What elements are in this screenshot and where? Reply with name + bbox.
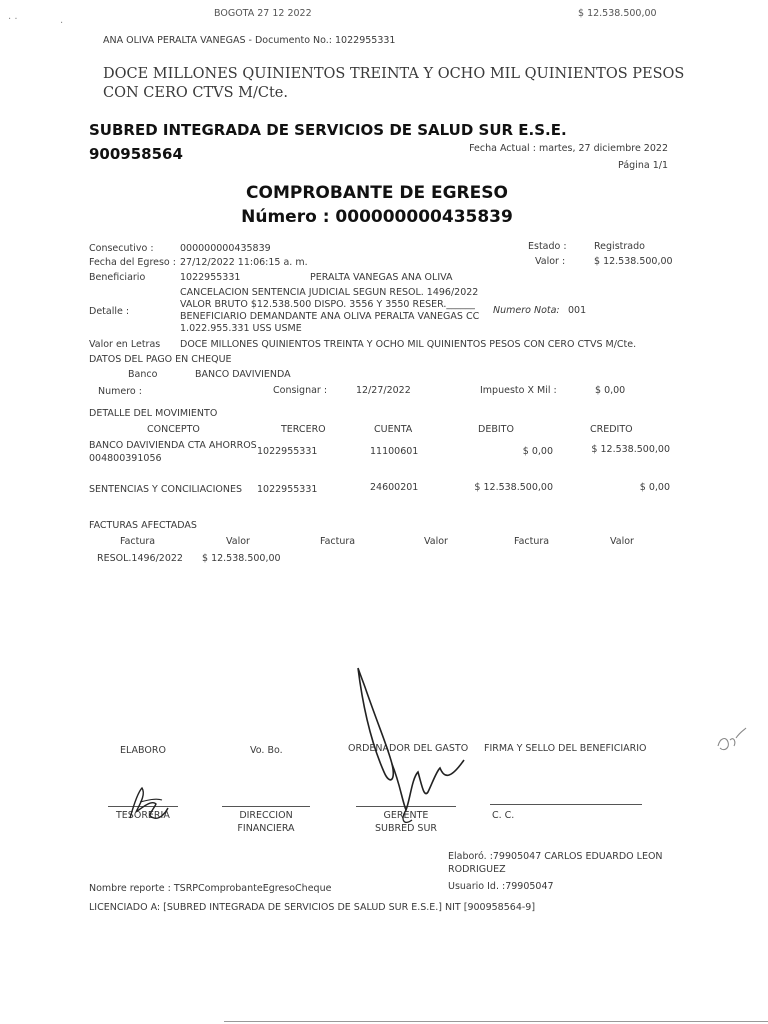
banco-label: Banco (128, 369, 158, 380)
factura-value: RESOL.1496/2022 (97, 553, 183, 564)
ordenador-label: ORDENADOR DEL GASTO (348, 743, 469, 754)
valor-letras-value: DOCE MILLONES QUINIENTOS TREINTA Y OCHO MIL QUINIENTOS PESOS CON CERO CTVS M/Cte. (180, 339, 637, 350)
row-concepto: BANCO DAVIVIENDA CTA AHORROS (89, 440, 257, 451)
fecha-value: 27/12/2022 11:06:15 a. m. (180, 257, 308, 268)
detalle-line-3: BENEFICIARIO DEMANDANTE ANA OLIVA PERALTA VANEGAS CC (180, 311, 480, 322)
beneficiario-name: PERALTA VANEGAS ANA OLIVA (310, 272, 453, 283)
amount-words-line1: DOCE MILLONES QUINIENTOS TREINTA Y OCHO MIL QUINIENTOS PESOS (103, 66, 685, 82)
factura-amount: $ 12.538.500,00 (202, 553, 281, 564)
detalle-line-2: VALOR BRUTO $12.538.500 DISPO. 3556 Y 3550 RESER.______ (180, 299, 475, 310)
col-header-credito: CREDITO (590, 424, 633, 435)
fecha-label: Fecha del Egreso : (89, 257, 176, 268)
row-concepto-account: 004800391056 (89, 453, 162, 464)
facturas-header-valor-3: Valor (610, 536, 634, 547)
col-header-concepto: CONCEPTO (147, 424, 200, 435)
estado-value: Registrado (594, 241, 645, 252)
direccion-label: DIRECCION (239, 810, 293, 821)
col-header-cuenta: CUENTA (374, 424, 413, 435)
doc-title: COMPROBANTE DE EGRESO (246, 183, 508, 203)
pago-section-title: DATOS DEL PAGO EN CHEQUE (89, 354, 232, 365)
impuesto-value: $ 0,00 (595, 385, 626, 396)
elaboro-name: Elaboró. :79905047 CARLOS EDUARDO LEON (448, 851, 663, 862)
detalle-label: Detalle : (89, 306, 130, 317)
row-credito: $ 12.538.500,00 (591, 444, 670, 455)
facturas-header-factura: Factura (120, 536, 156, 547)
facturas-header-factura-3: Factura (514, 536, 550, 547)
tesoreria-signature (110, 782, 180, 826)
org-nit: 900958564 (89, 145, 183, 163)
row-tercero: 1022955331 (257, 446, 318, 457)
detalle-line-1: CANCELACION SENTENCIA JUDICIAL SEGUN RESOL. 1496/2022 (180, 287, 479, 298)
row-cuenta: 24600201 (370, 482, 419, 493)
usuario-id: Usuario Id. :79905047 (448, 881, 554, 892)
report-name: Nombre reporte : TSRPComprobanteEgresoCheque (89, 883, 332, 894)
consecutivo-value: 000000000435839 (180, 243, 271, 254)
license-line: LICENCIADO A: [SUBRED INTEGRADA DE SERVICIOS DE SALUD SUR E.S.E.] NIT [900958564-9] (89, 902, 536, 913)
detalle-line-4: 1.022.955.331 USS USME (180, 323, 302, 334)
elaboro-label: ELABORO (120, 745, 166, 756)
gerente-signature (340, 660, 480, 840)
row-tercero: 1022955331 (257, 484, 318, 495)
scan-speck: · · (8, 14, 18, 25)
consignar-label: Consignar : (273, 385, 328, 396)
banco-value: BANCO DAVIVIENDA (195, 369, 291, 380)
estado-label: Estado : (528, 241, 567, 252)
row-debito: $ 0,00 (522, 446, 553, 457)
facturas-header-valor: Valor (226, 536, 250, 547)
row-cuenta: 11100601 (370, 446, 419, 457)
direccion-label-2: FINANCIERA (237, 823, 295, 834)
beneficiario-label: Beneficiario (89, 272, 146, 283)
cut-header-left: BOGOTA 27 12 2022 (214, 8, 312, 19)
gerente-label-2: SUBRED SUR (374, 823, 438, 834)
bottom-edge-line (224, 1021, 768, 1022)
consignar-value: 12/27/2022 (356, 385, 411, 396)
elaboro-name-2: RODRIGUEZ (448, 864, 506, 875)
row-credito: $ 0,00 (639, 482, 670, 493)
consecutivo-label: Consecutivo : (89, 243, 154, 254)
valor-label: Valor : (535, 256, 566, 267)
org-name: SUBRED INTEGRADA DE SERVICIOS DE SALUD SUR E.S.E. (89, 121, 567, 139)
numero-nota-value: 001 (568, 305, 587, 316)
payee-line: ANA OLIVA PERALTA VANEGAS - Documento No.: 1022955331 (103, 35, 396, 46)
page-number: Página 1/1 (618, 160, 668, 171)
margin-mark (712, 722, 752, 758)
movimiento-section-title: DETALLE DEL MOVIMIENTO (89, 408, 218, 419)
cc-label: C. C. (492, 810, 515, 821)
valor-value: $ 12.538.500,00 (594, 256, 673, 267)
numero-label: Numero : (98, 386, 142, 397)
fecha-actual: Fecha Actual : martes, 27 diciembre 2022 (469, 143, 668, 154)
signature-line-beneficiario (490, 804, 642, 805)
gerente-label: GERENTE (383, 810, 429, 821)
facturas-header-factura-2: Factura (320, 536, 356, 547)
facturas-header-valor-2: Valor (424, 536, 448, 547)
impuesto-label: Impuesto X Mil : (480, 385, 557, 396)
signature-line-direccion (222, 806, 310, 807)
numero-nota-label: Numero Nota: (493, 305, 560, 316)
col-header-debito: DEBITO (478, 424, 514, 435)
beneficiario-id: 1022955331 (180, 272, 241, 283)
scan-speck: · (60, 18, 64, 29)
col-header-tercero: TERCERO (281, 424, 326, 435)
facturas-section-title: FACTURAS AFECTADAS (89, 520, 197, 531)
valor-letras-label: Valor en Letras (89, 339, 161, 350)
row-debito: $ 12.538.500,00 (474, 482, 553, 493)
vobo-label: Vo. Bo. (250, 745, 283, 756)
tesoreria-label: TESORERIA (116, 810, 170, 821)
firma-beneficiario-label: FIRMA Y SELLO DEL BENEFICIARIO (484, 743, 647, 754)
amount-words-line2: CON CERO CTVS M/Cte. (103, 85, 288, 101)
cut-header-right: $ 12.538.500,00 (578, 8, 657, 19)
row-concepto: SENTENCIAS Y CONCILIACIONES (89, 484, 242, 495)
doc-number: Número : 000000000435839 (241, 207, 513, 227)
